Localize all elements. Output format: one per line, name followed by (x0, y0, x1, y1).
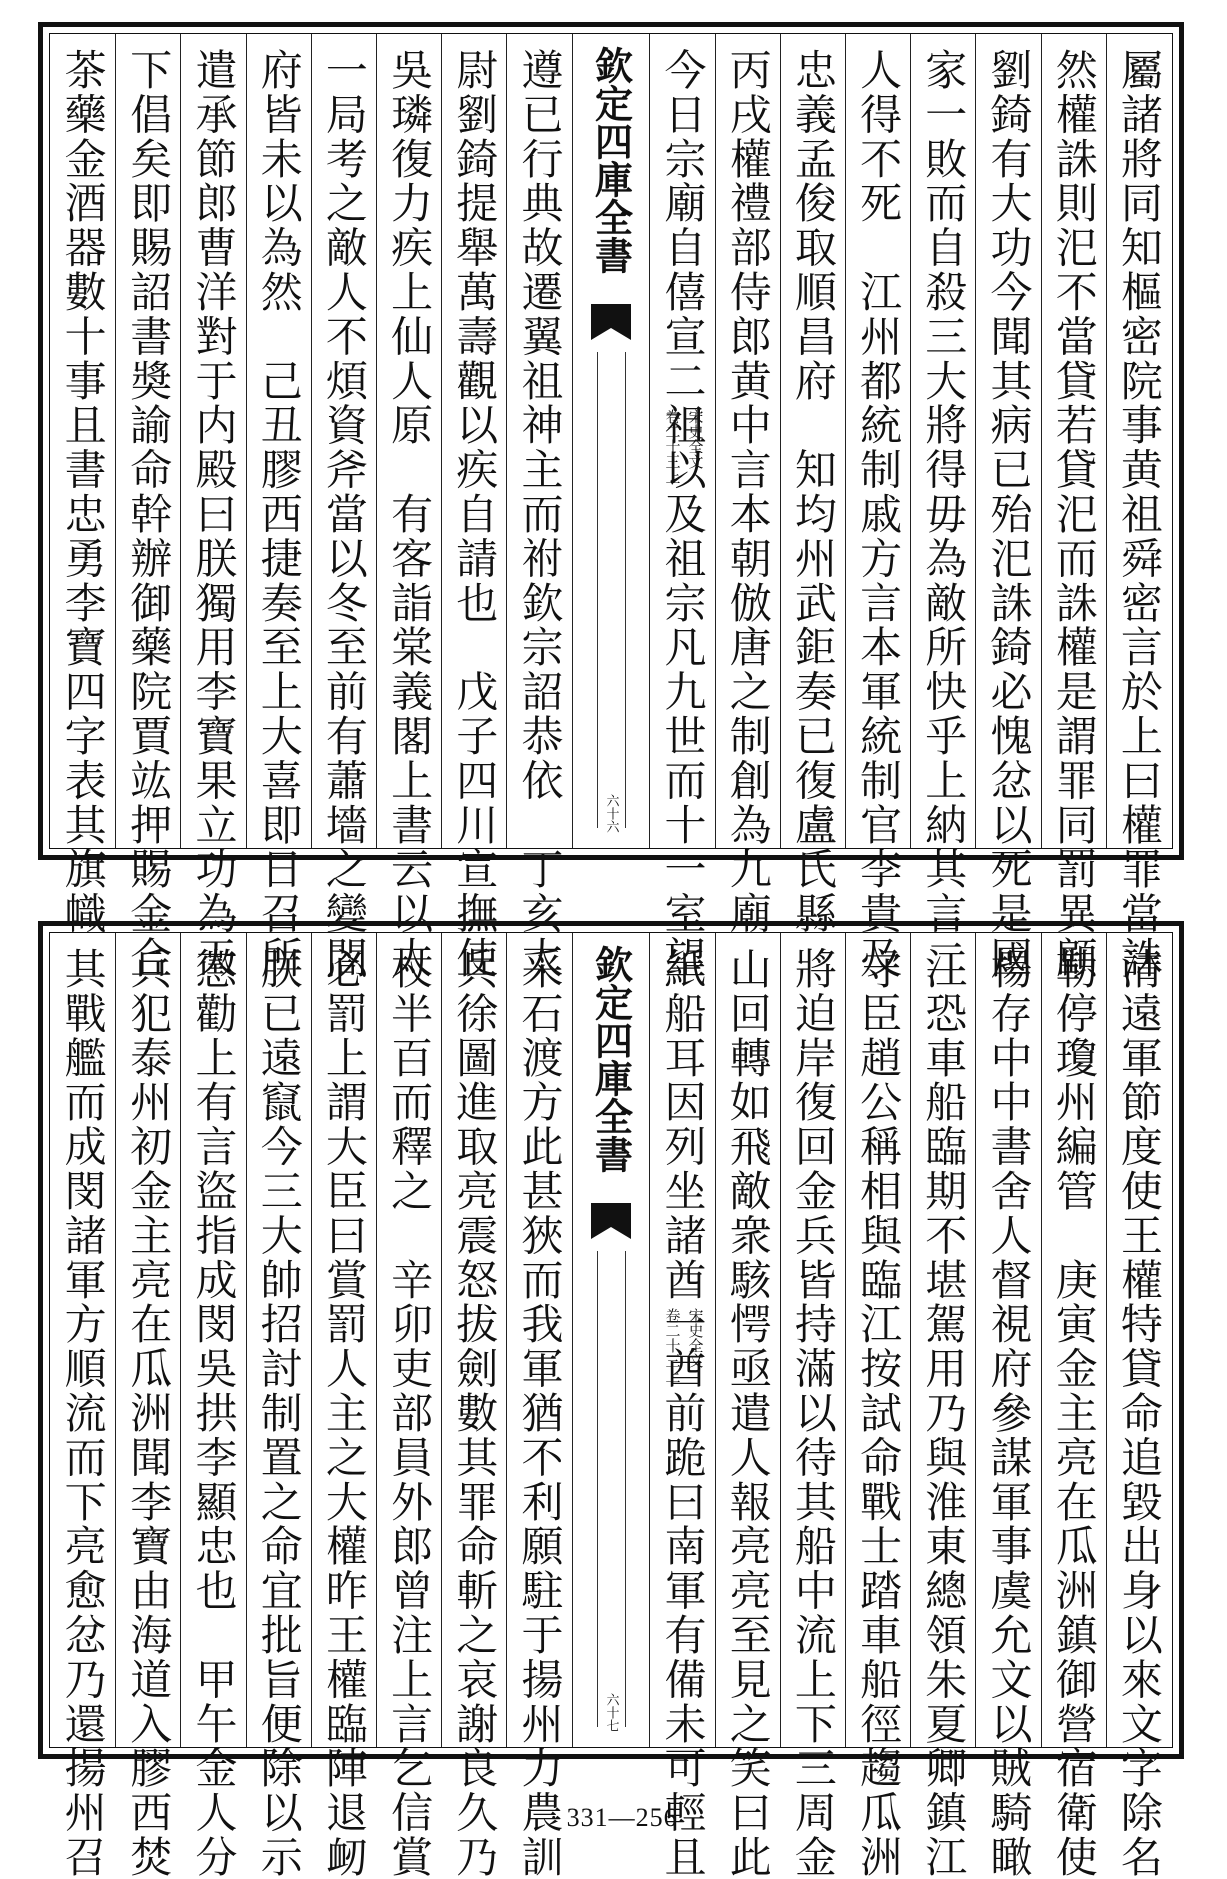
bottom-text-column (115, 933, 180, 1879)
bottom-column-text: 山回轉如飛敵衆駭愕亟遣人報亮亮至見之笑曰此 (723, 947, 773, 1879)
top-column-text: 丙戌權禮部侍郎黄中言本朝倣唐之制創為九廟 (723, 48, 773, 936)
top-column-text: 家一敗而自殺三大將得毋為敵所快乎上納其言二 (919, 48, 969, 981)
top-column-text: 府皆未以為然 己丑膠西捷奏至上大喜即日召所 (254, 48, 304, 981)
bottom-column-text: 其戰艦而成閔諸軍方順流而下亮愈忿乃還揚州召 (58, 947, 108, 1879)
top-page (38, 22, 1184, 981)
top-column-text: 遵已行典故遷翼祖神主而祔欽宗詔恭依 丁亥太 (515, 48, 565, 981)
top-column-text: 茶藥金酒器數十事且書忠勇李寶四字表其旗幟 (58, 48, 108, 936)
top-column-text: 下倡矣即賜詔書奬諭命幹辦御藥院賈竑押賜金合 (124, 48, 174, 981)
bottom-text-column (780, 933, 845, 1879)
top-text-column (1041, 34, 1106, 981)
bottom-text-column (715, 933, 780, 1879)
top-page-columns (50, 34, 1172, 981)
top-text-column (311, 34, 376, 981)
top-text-column (246, 34, 311, 981)
top-center-title: 欽定四庫全書 (588, 46, 634, 274)
bottom-text-column (376, 933, 441, 1879)
bottom-column-text: 兵犯泰州初金主亮在瓜洲聞李寶由海道入膠西焚 (124, 947, 174, 1879)
bottom-column-text: 守臣趙公稱相與臨江按試命戰士踏車船徑趨瓜洲 (854, 947, 904, 1879)
top-column-text: 忠義孟俊取順昌府 知均州武鉅奏已復盧氏縣 (788, 48, 838, 936)
page-number-footer: · 331—256 (549, 1803, 678, 1832)
bottom-column-text: 懲勸上有言盜指成閔吳拱李顯忠也 甲午金人分 (189, 947, 239, 1879)
bottom-text-column (975, 933, 1040, 1879)
bottom-column-text: 必罰上謂大臣曰賞罰人主之大權昨王權臨陣退衂 (319, 947, 369, 1879)
bottom-column-text: 采石渡方此甚狹而我軍猶不利願駐于揚州力農訓 (515, 947, 565, 1879)
top-text-column (715, 34, 780, 936)
top-text-column (115, 34, 180, 981)
bottom-column-text: 朕已遠竄今三大帥招討制置之命宜批旨便除以示 (254, 947, 304, 1879)
bottom-text-column (845, 933, 910, 1879)
top-text-column (845, 34, 910, 981)
bottom-folio-number: 六十七 (603, 1693, 619, 1732)
bottom-text-column (441, 933, 506, 1879)
top-column-text: 然權誅則汜不當貸若貸汜而誅權是謂罪同罰異顧 (1049, 48, 1099, 981)
top-column-text: 一局考之敵人不煩資斧當以冬至前有蕭墻之變閤 (319, 48, 369, 981)
top-text-column (975, 34, 1040, 981)
bottom-text-column (311, 933, 376, 1879)
top-fishtail-ornament-icon (591, 304, 631, 350)
bottom-center-title: 欽定四庫全書 (588, 945, 634, 1173)
top-text-column (376, 34, 441, 981)
bottom-text-column (1041, 933, 1106, 1879)
top-folio-number: 六十六 (603, 794, 619, 833)
top-text-column (910, 34, 975, 981)
bottom-column-text: 兵徐圖進取亮震怒拔劍數其罪命斬之哀謝良久乃 (450, 947, 500, 1879)
top-column-text: 尉劉錡提舉萬壽觀以疾自請也 戊子四川宣撫使 (450, 48, 500, 981)
bottom-text-column (910, 933, 975, 1879)
bottom-text-column (180, 933, 245, 1879)
top-column-text: 遣承節郎曹洋對于内殿曰朕獨用李寶果立功為天 (189, 48, 239, 981)
bottom-column-text: 杖半百而釋之 辛卯吏部員外郎曾注上言乞信賞 (385, 947, 435, 1879)
top-column-text: 屬諸將同知樞密院事黄祖舜密言於上曰權罪當誅 (1114, 48, 1164, 981)
top-column-text: 劉錡有大功今聞其病已殆汜誅錡必愧忿以死是國 (984, 48, 1034, 981)
bottom-column-text: 勒停瓊州編管 庚寅金主亮在瓜洲鎮御營宿衛使 (1049, 947, 1099, 1879)
top-text-column (441, 34, 506, 981)
top-text-column (780, 34, 845, 936)
bottom-column-text: 清遠軍節度使王權特貸命追毀出身以來文字除名 (1114, 947, 1164, 1879)
bottom-text-column (246, 933, 311, 1879)
bottom-column-text: 江恐車船臨期不堪駕用乃與淮東總領朱夏卿鎮江 (919, 947, 969, 1879)
top-volume-label: 卷二十三上 (663, 409, 682, 484)
bottom-column-text: 將迫岸復回金兵皆持滿以待其船中流上下三周金 (788, 947, 838, 1879)
top-column-text: 吳璘復力疾上仙人原 有客詣棠義閣上書云以太 (385, 48, 435, 981)
top-text-column (1106, 34, 1171, 981)
bottom-book-title: 宋史全文 (686, 1308, 705, 1368)
bottom-fishtail-ornament-icon (591, 1203, 631, 1249)
top-text-column (180, 34, 245, 981)
top-page-frame (49, 33, 1173, 981)
top-column-text: 今日宗廟自僖宣二祖以及祖宗凡九世而十一室望 (658, 48, 708, 981)
top-book-title: 宋史全文 (686, 409, 705, 469)
top-column-text: 人得不死 江州都統制戚方言本軍統制官李貴及 (854, 48, 904, 981)
top-text-column (50, 34, 115, 936)
bottom-column-text: 紙船耳因列坐諸酋一酋前跪曰南軍有備未可輕且 (658, 947, 708, 1879)
bottom-text-column (649, 933, 714, 1879)
top-text-column (649, 34, 714, 981)
bottom-volume-label: 卷二十三上 (663, 1308, 682, 1383)
bottom-text-column (1106, 933, 1171, 1879)
bottom-column-text: 楊存中中書舍人督視府參謀軍事虞允文以賊騎瞰 (984, 947, 1034, 1879)
bottom-text-column (50, 933, 115, 1879)
